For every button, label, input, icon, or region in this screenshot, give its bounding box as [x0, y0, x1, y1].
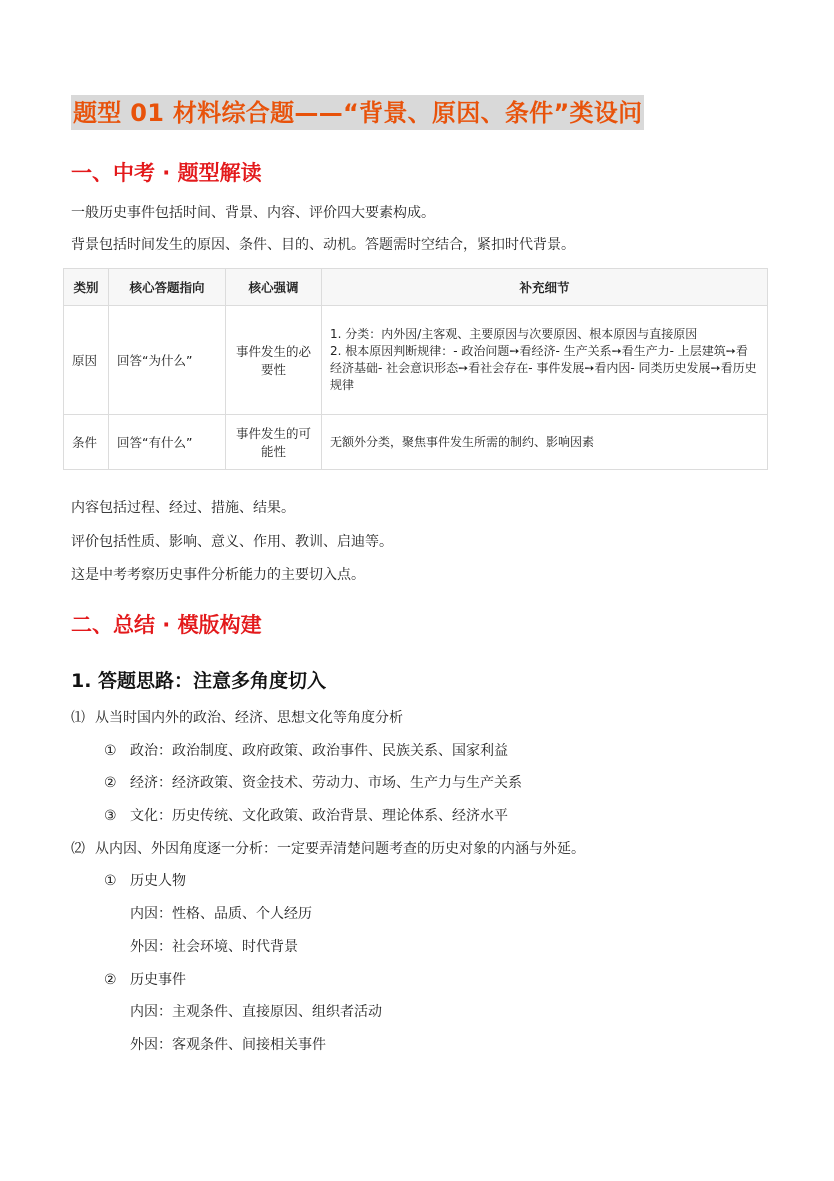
table-header-category: 类别: [64, 269, 109, 306]
section1-para4: 评价包括性质、影响、意义、作用、教训、启迪等。: [71, 534, 393, 550]
section1-para1: 一般历史事件包括时间、背景、内容、评价四大要素构成。: [71, 205, 435, 221]
cell-details: [322, 415, 768, 470]
cell-answer-direction: 回答“为什么”: [109, 306, 226, 415]
list-item: [104, 871, 186, 891]
internal-cause-line: 内因：性格、品质、个人经历: [130, 906, 312, 922]
subitem-marker: ①: [104, 873, 117, 889]
table-row: [64, 306, 768, 415]
table-header-row: [64, 269, 768, 306]
item2-text: 从内因、外因角度逐一分析：一定要弄清楚问题考查的历史对象的内涵与外延。: [95, 841, 585, 857]
table-row: [64, 415, 768, 470]
cell-emphasis: 事件发生的可能性: [226, 415, 322, 470]
section1-heading: 一、中考 · 题型解读: [71, 161, 262, 185]
detail-line: 2. 根本原因判断规律：- 政治问题➙看经济- 生产关系➙看生产力- 上层建筑➙看经济基础- 社会意识形态➙看社会存在- 事件发展➙看内因- 同类历史发展➙看历史规律: [330, 344, 757, 392]
cell-emphasis: 事件发生的必要性: [226, 306, 322, 415]
cell-category: 条件: [64, 415, 109, 470]
detail-line: 1. 分类：内外因/主客观、主要原因与次要原因、根本原因与直接原因: [330, 327, 698, 341]
cell-answer-direction: 回答“有什么”: [109, 415, 226, 470]
table-header-emphasis: 核心强调: [226, 269, 322, 306]
item1-line: [71, 708, 403, 728]
internal-cause-line: 内因：主观条件、直接原因、组织者活动: [130, 1004, 382, 1020]
list-item: [104, 806, 508, 826]
subitem-text: 政治：政治制度、政府政策、政治事件、民族关系、国家利益: [130, 743, 508, 759]
section1-para3: 内容包括过程、经过、措施、结果。: [71, 500, 295, 516]
subitem-marker: ③: [104, 808, 117, 824]
table-header-direction: 核心答题指向: [109, 269, 226, 306]
subitem-text: 经济：经济政策、资金技术、劳动力、市场、生产力与生产关系: [130, 775, 522, 791]
section1-para2: 背景包括时间发生的原因、条件、目的、动机。答题需时空结合，紧扣时代背景。: [71, 237, 575, 253]
item1-marker: ⑴: [71, 710, 85, 726]
item2-marker: ⑵: [71, 841, 85, 857]
subitem-marker: ②: [104, 775, 117, 791]
section1-para5: 这是中考考察历史事件分析能力的主要切入点。: [71, 567, 365, 583]
subitem-marker: ②: [104, 972, 117, 988]
list-item: [104, 773, 522, 793]
question-type-table: [63, 268, 768, 470]
section2-heading: 二、总结 · 模版构建: [71, 613, 262, 637]
table-header-details: 补充细节: [322, 269, 768, 306]
cell-category: 原因: [64, 306, 109, 415]
subitem-text: 历史人物: [130, 873, 186, 889]
subitem-marker: ①: [104, 743, 117, 759]
external-cause-line: 外因：社会环境、时代背景: [130, 939, 298, 955]
item2-line: [71, 839, 585, 859]
external-cause-line: 外因：客观条件、间接相关事件: [130, 1037, 326, 1053]
title-block: [71, 95, 644, 130]
subitem-text: 历史事件: [130, 972, 186, 988]
cell-details: [322, 306, 768, 415]
page-title: 题型 01 材料综合题——“背景、原因、条件”类设问: [71, 95, 644, 130]
item1-text: 从当时国内外的政治、经济、思想文化等角度分析: [95, 710, 403, 726]
subitem-text: 文化：历史传统、文化政策、政治背景、理论体系、经济水平: [130, 808, 508, 824]
list-item: [104, 741, 508, 761]
list-item: [104, 970, 186, 990]
detail-line: 无额外分类，聚焦事件发生所需的制约、影响因素: [330, 434, 595, 449]
sub1-heading: 1. 答题思路：注意多角度切入: [71, 670, 327, 692]
